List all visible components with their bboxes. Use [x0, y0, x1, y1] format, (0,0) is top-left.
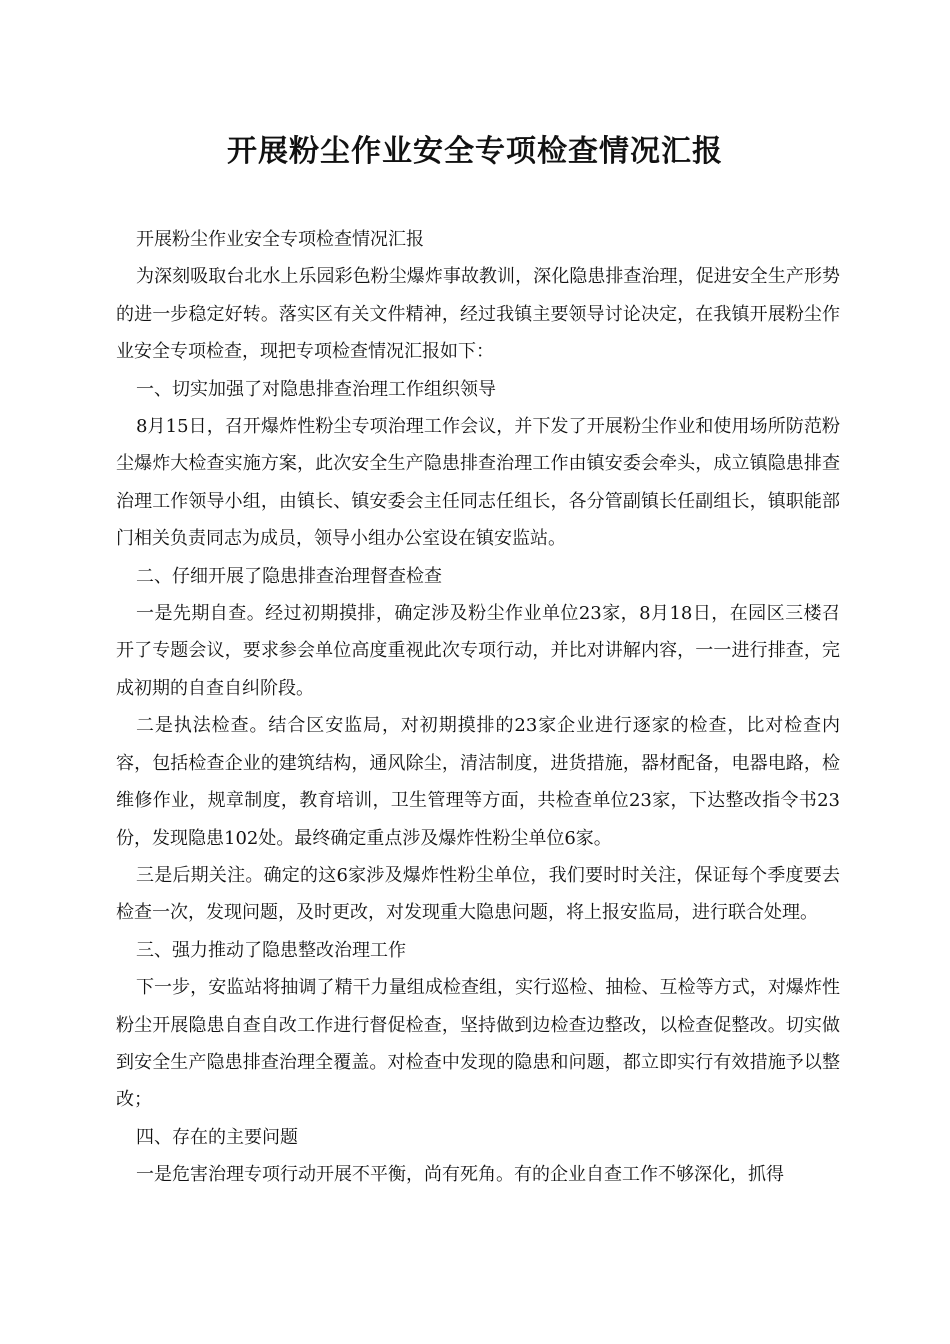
- paragraph-problems: 一是危害治理专项行动开展不平衡，尚有死角。有的企业自查工作不够深化，抓得: [136, 1164, 784, 1186]
- paragraph-rectification: 下一步，安监站将抽调了精干力量组成检查组，实行巡检、抽检、互检等方式，对爆炸性粉尘开展隐患自查自改工作进行督促检查，坚持做到边检查边整改，以检查促整改。切实做到安全生产隐患排查治理全覆盖。对检查中发现的隐患和问题，都立即实行有效措施予以整改；: [116, 977, 840, 1111]
- section-heading-2: 二、仔细开展了隐患排查治理督查检查: [136, 565, 442, 587]
- section-heading-3: 三、强力推动了隐患整改治理工作: [136, 939, 406, 961]
- paragraph-follow-up: 三是后期关注。确定的这6家涉及爆炸性粉尘单位，我们要时时关注，保证每个季度要去检查一次，发现问题，及时更改，对发现重大隐患问题，将上报安监局，进行联合处理。: [116, 864, 840, 924]
- paragraph-organization: 8月15日，召开爆炸性粉尘专项治理工作会议，并下发了开展粉尘作业和使用场所防范粉尘爆炸大检查实施方案，此次安全生产隐患排查治理工作由镇安委会牵头，成立镇隐患排查治理工作领导小组，由镇长、镇安委会主任同志任组长，各分管副镇长任副组长，镇职能部门相关负责同志为成员，领导小组办公室设在镇安监站。: [116, 416, 840, 550]
- paragraph-self-check: 一是先期自查。经过初期摸排，确定涉及粉尘作业单位23家，8月18日，在园区三楼召开了专题会议，要求参会单位高度重视此次专项行动，并比对讲解内容，一一进行排查，完成初期的自查自纠阶段。: [116, 603, 840, 699]
- paragraph-subtitle: 开展粉尘作业安全专项检查情况汇报: [136, 229, 424, 250]
- section-heading-4: 四、存在的主要问题: [136, 1126, 298, 1148]
- document-title: 开展粉尘作业安全专项检查情况汇报: [227, 134, 723, 169]
- paragraph-intro: 为深刻吸取台北水上乐园彩色粉尘爆炸事故教训，深化隐患排查治理，促进安全生产形势的进一步稳定好转。落实区有关文件精神，经过我镇主要领导讨论决定，在我镇开展粉尘作业安全专项检查，现把专项检查情况汇报如下：: [116, 266, 840, 363]
- section-heading-1: 一、切实加强了对隐患排查治理工作组织领导: [136, 378, 496, 400]
- document-body: [116, 221, 840, 1194]
- paragraph-enforcement-check: 二是执法检查。结合区安监局，对初期摸排的23家企业进行逐家的检查，比对检查内容，包括检查企业的建筑结构，通风除尘，清洁制度，进货措施，器材配备，电器电路，检维修作业，规章制度，教育培训，卫生管理等方面，共检查单位23家，下达整改指令书23份，发现隐患102处。最终确定重点涉及爆炸性粉尘单位6家。: [116, 715, 840, 849]
